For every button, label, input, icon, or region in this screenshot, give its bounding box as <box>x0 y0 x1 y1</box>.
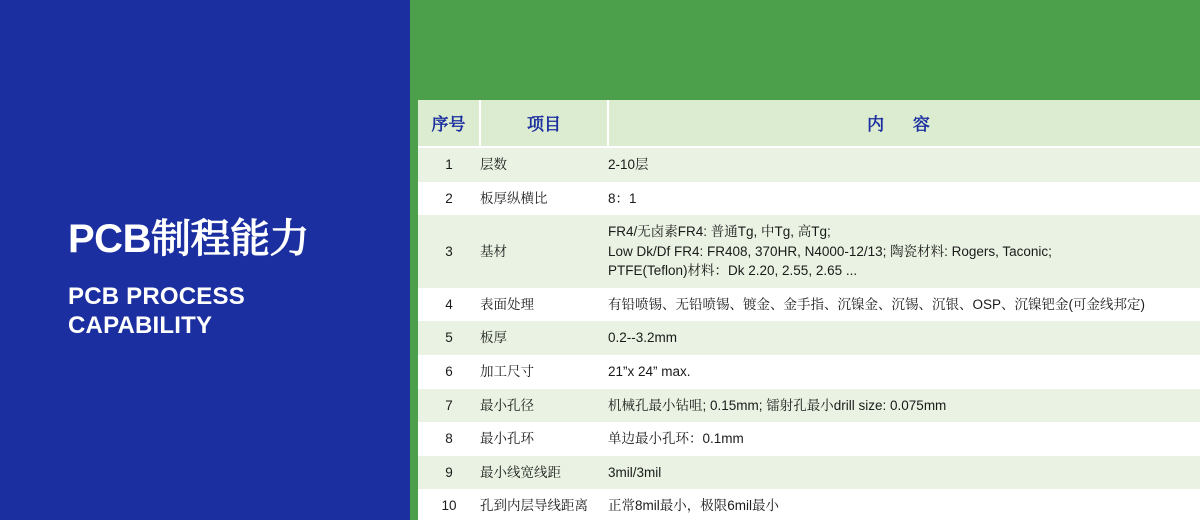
table-row <box>418 321 1200 355</box>
cell-no: 3 <box>418 215 480 288</box>
table-header <box>418 100 1200 147</box>
table-row <box>418 489 1200 520</box>
cell-content-line: 单边最小孔环：0.1mm <box>608 431 744 447</box>
cell-content <box>608 321 1200 355</box>
cell-item: 加工尺寸 <box>480 355 608 389</box>
cell-content <box>608 215 1200 288</box>
cell-item: 板厚 <box>480 321 608 355</box>
cell-content-line: PTFE(Teflon)材料：Dk 2.20, 2.55, 2.65 ... <box>608 263 858 279</box>
page-title: PCB制程能力 <box>68 217 309 261</box>
cell-content-line: Low Dk/Df FR4: FR408, 370HR, N4000-12/13; 陶瓷材料: Rogers, Taconic; <box>608 243 1052 259</box>
cell-content-line: 有铅喷锡、无铅喷锡、镀金、金手指、沉镍金、沉锡、沉银、OSP、沉镍钯金(可金线邦定) <box>608 296 1145 312</box>
table-row <box>418 182 1200 216</box>
cell-content <box>608 389 1200 423</box>
table-row <box>418 215 1200 288</box>
left-blue-panel <box>0 0 410 520</box>
cell-item: 最小孔径 <box>480 389 608 423</box>
cell-content <box>608 489 1200 520</box>
cell-content-line: 正常8mil最小，极限6mil最小 <box>608 498 780 514</box>
cell-item: 孔到内层导线距离 <box>480 489 608 520</box>
cell-content <box>608 456 1200 490</box>
cell-no: 1 <box>418 147 480 182</box>
cell-no: 6 <box>418 355 480 389</box>
cell-content-line: 8：1 <box>608 190 637 206</box>
cell-no: 5 <box>418 321 480 355</box>
cell-item: 表面处理 <box>480 288 608 322</box>
cell-content <box>608 288 1200 322</box>
page-subtitle-line1: PCB PROCESS <box>68 283 245 310</box>
cell-content <box>608 355 1200 389</box>
column-header-content: 内 容 <box>608 100 1200 147</box>
table-body <box>418 147 1200 520</box>
table-row <box>418 355 1200 389</box>
cell-content <box>608 422 1200 456</box>
table-row <box>418 288 1200 322</box>
page-subtitle-line2: CAPABILITY <box>68 312 213 340</box>
cell-item: 最小线宽线距 <box>480 456 608 490</box>
cell-content-line: 机械孔最小钻咀; 0.15mm; 镭射孔最小drill size: 0.075mm <box>608 397 947 413</box>
cell-no: 7 <box>418 389 480 423</box>
cell-content-line: FR4/无卤素FR4: 普通Tg, 中Tg, 高Tg; <box>608 224 831 240</box>
cell-content-line: 2-10层 <box>608 157 649 172</box>
cell-no: 2 <box>418 182 480 216</box>
cell-content-line: 21”x 24” max. <box>608 363 691 379</box>
title-block <box>68 218 398 341</box>
cell-item: 层数 <box>480 147 608 182</box>
table-row <box>418 147 1200 182</box>
column-header-no: 序号 <box>418 100 480 147</box>
table-row <box>418 422 1200 456</box>
pcb-capability-table <box>418 100 1200 520</box>
table-header-row <box>418 100 1200 147</box>
cell-no: 10 <box>418 489 480 520</box>
spec-table-wrapper <box>418 100 1200 520</box>
table-row <box>418 456 1200 490</box>
cell-item: 最小孔环 <box>480 422 608 456</box>
cell-content-line: 3mil/3mil <box>608 464 662 480</box>
cell-no: 4 <box>418 288 480 322</box>
cell-item: 基材 <box>480 215 608 288</box>
right-green-panel <box>410 0 1200 520</box>
cell-content-line: 0.2--3.2mm <box>608 330 678 346</box>
column-header-item: 项目 <box>480 100 608 147</box>
cell-content <box>608 147 1200 182</box>
cell-item: 板厚纵横比 <box>480 182 608 216</box>
cell-no: 9 <box>418 456 480 490</box>
table-row <box>418 389 1200 423</box>
cell-content <box>608 182 1200 216</box>
page-subtitle <box>68 282 398 341</box>
cell-no: 8 <box>418 422 480 456</box>
